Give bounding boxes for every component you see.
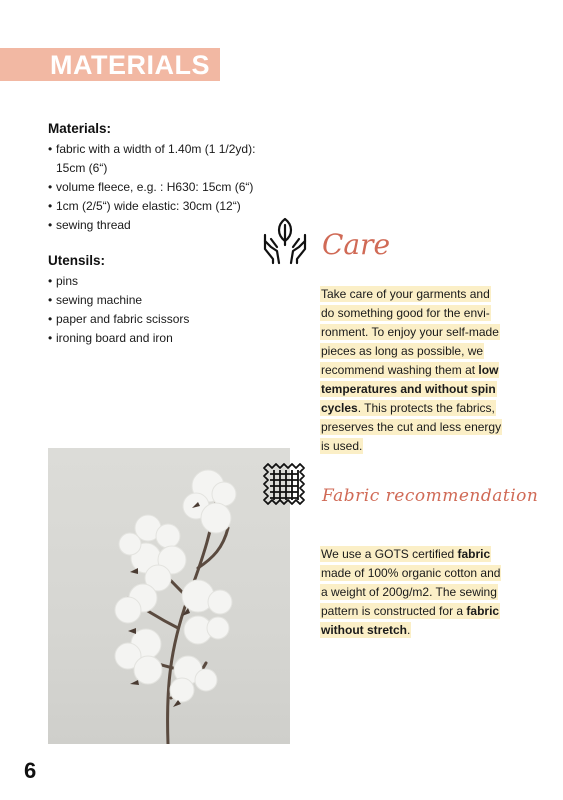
list-item: 15cm (6“) [56, 161, 108, 175]
list-item: • pins [48, 274, 79, 288]
page-number: 6 [24, 758, 37, 783]
list-item: • 1cm (2/5“) wide elastic: 30cm (12“) [48, 199, 241, 213]
care-paragraph: Take care of your garments and do something good for the envi- ronment. To enjoy your self-made pieces as long as possible, we recommend washing them at low temperatures and without spin cycles. This protects the fabrics, preserves the cut and less energy is used. [321, 287, 502, 453]
fabric-weave-icon [258, 456, 310, 508]
utensils-heading: Utensils: [48, 253, 106, 268]
utensils-list [48, 272, 189, 348]
list-item: • paper and fabric scissors [48, 312, 190, 326]
list-item: • sewing thread [48, 218, 131, 232]
list-item: • fabric with a width of 1.40m (1 1/2yd): [48, 142, 256, 156]
care-title: Care [322, 228, 391, 261]
list-item: • ironing board and iron [48, 331, 173, 345]
list-item: • sewing machine [48, 293, 143, 307]
cotton-branch-photo [48, 448, 290, 744]
fabric-paragraph: We use a GOTS certified fabric made of 100% organic cotton and a weight of 200g/m2. The sewing pattern is constructed for a fabric without stretch. [321, 547, 501, 637]
list-item: • volume fleece, e.g. : H630: 15cm (6“) [48, 180, 254, 194]
fabric-title: Fabric recommendation [322, 486, 539, 506]
page-title: MATERIALS [50, 50, 210, 80]
materials-heading: Materials: [48, 121, 112, 136]
materials-list [48, 140, 255, 235]
hands-leaf-icon [259, 215, 311, 267]
